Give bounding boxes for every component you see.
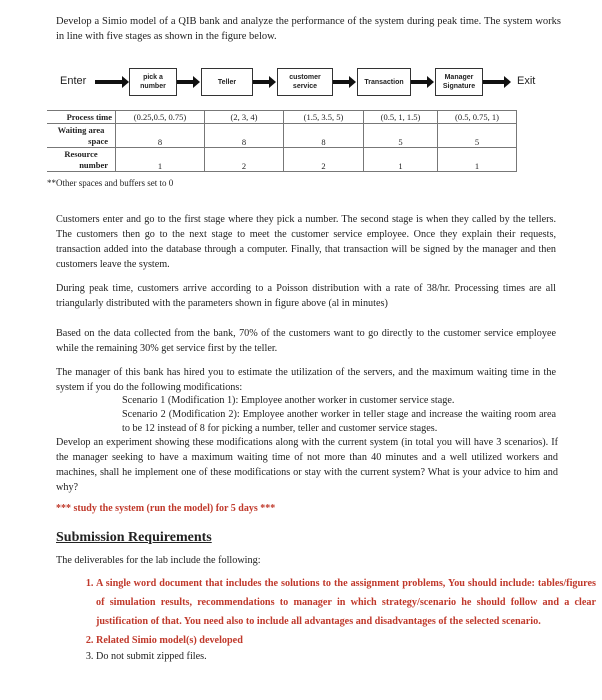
stage-teller: Teller: [201, 68, 253, 96]
table-cell: 5: [364, 124, 438, 148]
stage-pick-number: pick a number: [129, 68, 177, 96]
paragraph-process-description: Customers enter and go to the first stage where they pick a number. The second stage is when they called by the tellers. The customers then go to the next stage to meet the customer service employee. Once they explain their requests, transaction added into the database through a computer. Finally, that transaction will be signed by the manager and then customers leave the system.: [56, 214, 556, 270]
table-row: [47, 111, 517, 124]
table-cell: 1: [438, 148, 517, 172]
table-cell: (0.5, 0.75, 1): [438, 111, 517, 124]
flow-arrow: [333, 80, 350, 84]
stage-customer-service: customer service: [277, 68, 333, 96]
flow-arrow: [253, 80, 270, 84]
list-item: 1. A single word document that includes the solutions to the assignment problems, You should include: tables/figures of simulation results, recommendations to manager in which strategy/scenario he should follow and a clear justification of that. You need also to include all advantages and disadvantages of the selected scenario.: [96, 574, 596, 631]
flow-exit-label: Exit: [517, 75, 536, 87]
paragraph-customer-split: Based on the data collected from the bank, 70% of the customers want to go directly to the customer service employee while the remaining 30% get service first by the teller.: [56, 328, 556, 354]
table-cell: 1: [364, 148, 438, 172]
flow-arrow: [411, 80, 428, 84]
paragraph-manager-request: The manager of this bank has hired you to estimate the utilization of the servers, and the maximum waiting time in the system if you do the following modifications:: [56, 367, 556, 393]
paragraph-experiment: Develop an experiment showing these modifications along with the current system (in total you will have 3 scenarios). If the manager seeking to have a maximum waiting time of not more than 40 minutes and a well utilized workers and machines, shall he implement one of these modifications or stay with the current system? What is your advice to him and why?: [56, 437, 558, 493]
run-duration-note: *** study the system (run the model) for 5 days ***: [56, 503, 276, 514]
table-cell: 8: [116, 124, 205, 148]
flow-arrow: [177, 80, 194, 84]
table-footnote: **Other spaces and buffers set to 0: [47, 178, 174, 188]
table-cell: (0.5, 1, 1.5): [364, 111, 438, 124]
stage-manager-signature: Manager Signature: [435, 68, 483, 96]
submission-heading: Submission Requirements: [56, 530, 212, 545]
table-cell: 2: [284, 148, 364, 172]
row-label-resource-number: [47, 148, 116, 172]
submission-intro: The deliverables for the lab include the following:: [56, 555, 261, 566]
row-label-line: Resource: [64, 149, 98, 159]
table-cell: 2: [205, 148, 284, 172]
scenario-1: Scenario 1 (Modification 1): Employee another worker in customer service stage.: [122, 395, 455, 406]
flow-arrow: [483, 80, 505, 84]
flow-arrow: [95, 80, 123, 84]
table-row: [47, 148, 517, 172]
submission-list: [56, 574, 596, 663]
parameter-table: [47, 110, 517, 172]
intro-text: Develop a Simio model of a QIB bank and analyze the performance of the system during peak time. The system works in line with five stages as shown in the figure below.: [56, 16, 561, 42]
list-item: 2. Related Simio model(s) developed: [96, 631, 596, 650]
row-label-process-time: Process time: [47, 111, 116, 124]
table-row: [47, 124, 517, 148]
row-label-line: Waiting area: [57, 125, 105, 135]
row-label-line: space: [88, 136, 108, 146]
row-label-waiting-area: [47, 124, 116, 148]
table-cell: 8: [284, 124, 364, 148]
table-cell: 8: [205, 124, 284, 148]
scenario-2-text: Scenario 2 (Modification 2): Employee another worker in teller stage and increase the waiting room area to be 12 instead of 8 for picking a number, teller and customer service stages.: [122, 409, 556, 434]
table-cell: 1: [116, 148, 205, 172]
list-item: 3. Do not submit zipped files.: [96, 650, 596, 663]
paragraph-arrival-rate: During peak time, customers arrive according to a Poisson distribution with a rate of 38/hr. Processing times are all triangularly distributed with the parameters shown in figure above (al in minutes): [56, 283, 556, 309]
scenario-2: [122, 408, 556, 436]
flow-enter-label: Enter: [60, 75, 87, 87]
table-cell: 5: [438, 124, 517, 148]
table-cell: (1.5, 3.5, 5): [284, 111, 364, 124]
table-cell: (0.25,0.5, 0.75): [116, 111, 205, 124]
table-cell: (2, 3, 4): [205, 111, 284, 124]
stage-transaction: Transaction: [357, 68, 411, 96]
row-label-line: number: [79, 160, 108, 170]
